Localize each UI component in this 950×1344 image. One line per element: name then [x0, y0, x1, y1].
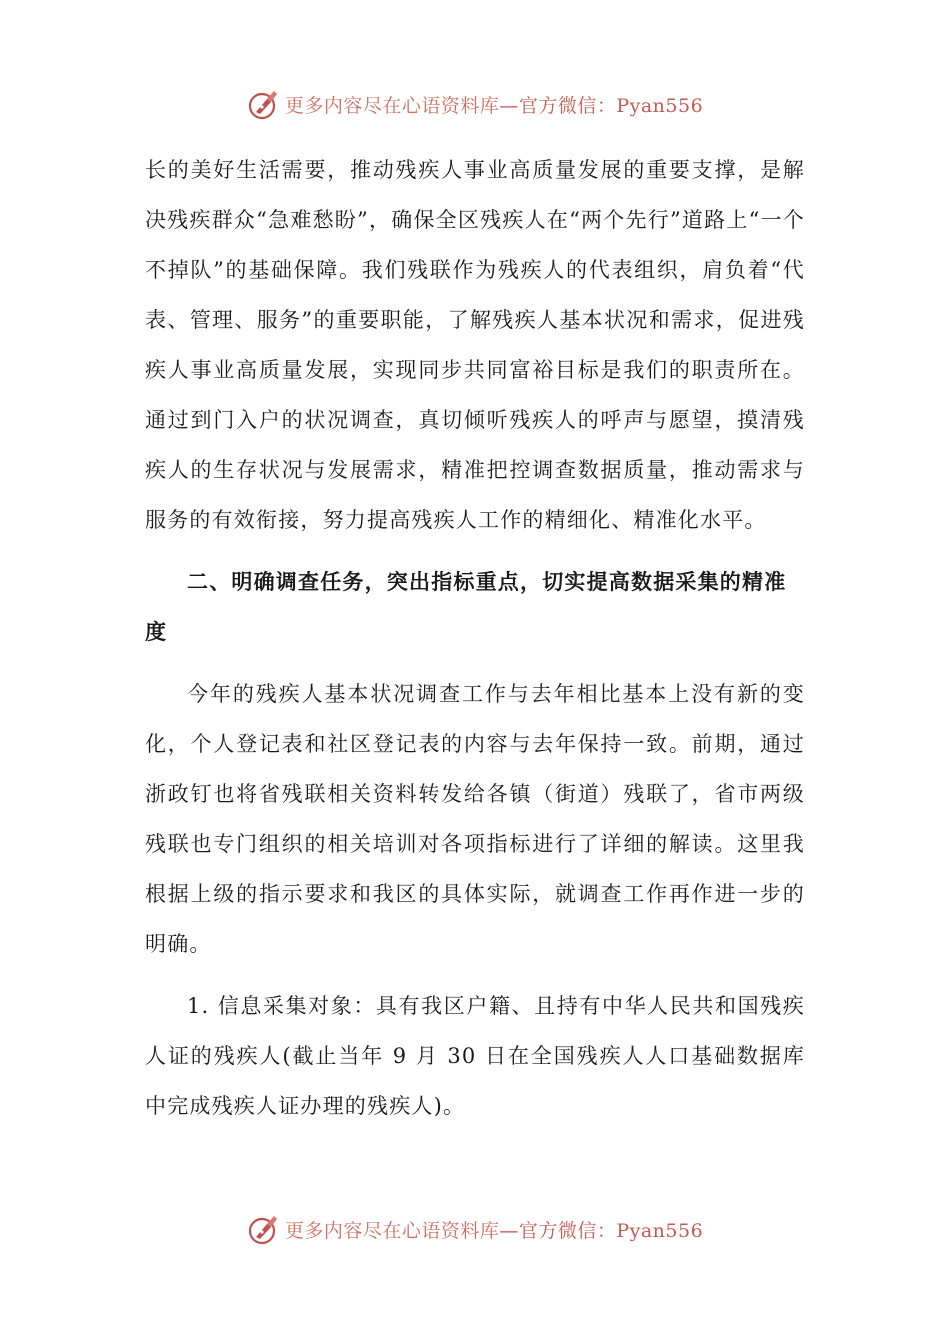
- pen-nib-logo-icon: [247, 1212, 281, 1246]
- paragraph-3: 1. 信息采集对象：具有我区户籍、且持有中华人民共和国残疾人证的残疾人(截止当年 9 月 30 日在全国残疾人人口基础数据库中完成残疾人证办理的残疾人)。: [145, 994, 805, 1118]
- section-heading-2: 二、明确调查任务，突出指标重点，切实提高数据采集的精准度: [145, 570, 787, 644]
- paragraph-2: 今年的残疾人基本状况调查工作与去年相比基本上没有新的变化，个人登记表和社区登记表的内容与去年保持一致。前期，通过浙政钉也将省残联相关资料转发给各镇（街道）残联了，省市两级残联也专门组织的相关培训对各项指标进行了详细的解读。这里我根据上级的指示要求和我区的具体实际，就调查工作再作进一步的明确。: [145, 682, 805, 956]
- watermark-banner-top: [0, 84, 950, 124]
- watermark-brand: 更多内容尽在心语资料库: [284, 94, 500, 117]
- pen-nib-logo-icon: [247, 87, 281, 121]
- watermark-dash: —: [499, 94, 519, 117]
- document-body: [145, 145, 805, 1131]
- watermark-text: [285, 1216, 703, 1243]
- watermark-text: [285, 91, 703, 118]
- paragraph-1: 长的美好生活需要，推动残疾人事业高质量发展的重要支撑，是解决残疾群众“急难愁盼”，确保全区残疾人在“两个先行”道路上“一个不掉队”的基础保障。我们残联作为残疾人的代表组织，肩负着“代表、管理、服务”的重要职能，了解残疾人基本状况和需求，促进残疾人事业高质量发展，实现同步共同富裕目标是我们的职责所在。通过到门入户的状况调查，真切倾听残疾人的呼声与愿望，摸清残疾人的生存状况与发展需求，精准把控调查数据质量，推动需求与服务的有效衔接，努力提高残疾人工作的精细化、精准化水平。: [145, 158, 805, 532]
- watermark-wechat: 官方微信：Pyan556: [518, 94, 704, 117]
- watermark-wechat: 官方微信：Pyan556: [518, 1219, 704, 1242]
- watermark-dash: —: [499, 1219, 519, 1242]
- watermark-banner-bottom: [0, 1209, 950, 1249]
- watermark-brand: 更多内容尽在心语资料库: [284, 1219, 500, 1242]
